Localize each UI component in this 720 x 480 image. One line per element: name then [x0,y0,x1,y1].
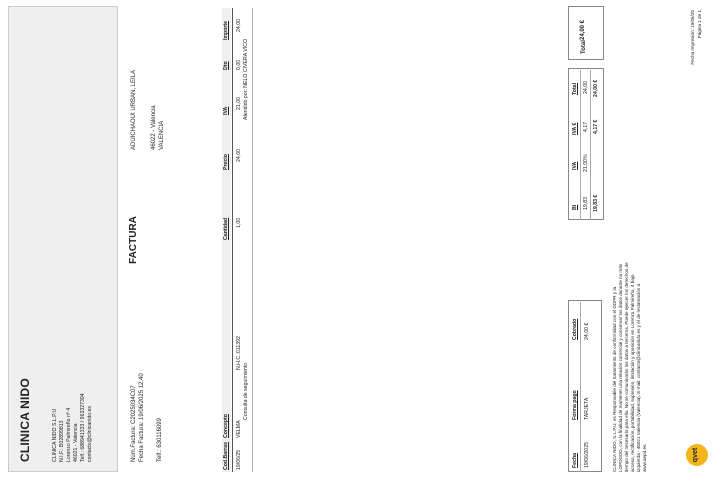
clinic-details [52,262,94,462]
col-vat: IVA [223,106,229,115]
item-concept: VELMA [236,420,242,438]
item-qty: 1,00 [236,217,242,228]
legal-text [612,112,648,472]
pay-col-method: Forma pago [572,390,578,420]
pay-method: TARJETA [584,397,590,420]
col-barcode: Cod.Barras [223,442,229,470]
tax-base: 19,83 [583,197,589,210]
clinic-name: CLINICA NIDO [18,378,32,462]
attended-by: Atendido por: NELO CIVERA VICO [243,38,249,120]
payments-header-rule [580,302,581,472]
item-amount: 24,00 [236,19,242,32]
customer-block [130,10,166,150]
invoice-number: Núm.Factura: C2025034C07 [131,385,137,462]
tax-vat-amount: 4,17 [583,121,589,132]
qvet-logo [686,444,708,466]
legal-line: acceso, rectificación, portabilidad, supresión, limitación y oposición en Lorenzo Palmireño, 4 bajo [630,274,635,472]
items-bottom-rule [252,8,253,472]
tax-col-vat: IVA [572,161,578,170]
page-number: Página 1 de 1 [697,10,702,39]
customer-name: ADUICHAOUI URBAN, LEILA [131,69,137,150]
item-vat: 21,00 [236,97,242,110]
pay-paid: 24,00 € [584,322,590,340]
tax-sum-rule [590,70,591,220]
legal-line: tiempo del necesario para ello. No se comunicarán los datos a terceros. Puede ejercer los derechos de [624,262,629,472]
tax-base-total: 19,83 € [593,194,599,212]
pay-col-paid: Cobrado [572,318,578,340]
tax-col-base: BI [572,204,578,210]
print-date: Fecha Impresión: 19/06/25 [690,10,695,65]
invoice-title: FACTURA [128,216,139,264]
clinic-line: Telf.: 688941333 / 963327394 [80,393,86,462]
qvet-logo-text: qvet [692,447,699,463]
tax-col-total: Total [572,82,578,95]
clinic-line: 46021 - Valencia [73,423,79,462]
item-barcode: 19/06/25 [236,449,242,470]
col-concept: Concepto [223,414,229,438]
pay-col-date: Fecha [572,453,578,468]
customer-phone: Telf.: 630116099 [157,418,163,462]
tax-vat: 21,00% [583,154,589,172]
legal-line: izquierda - 46021 Valencia (Valencia). E-mail: contacto@clinicanido.es y el de reclamación a [636,283,641,472]
item-ref: N.H.C.:011392 [236,336,242,370]
tax-header-rule [580,70,581,220]
items-table-header [222,8,231,472]
tax-grand-total: 24,00 € [593,79,599,97]
legal-line: CLINICA NIDO, S.L.P.U. es Responsable del tratamiento de conformidad con el GDPR y la [612,286,617,472]
tax-total: 24,00 [583,81,589,94]
clinic-line: contacto@clinicanido.es [87,405,93,462]
tax-vat-amount-total: 4,17 € [593,119,599,134]
col-qty: Cantidad [223,217,229,240]
clinic-line: Lorenzo Palmireño nº 4 [66,407,72,462]
grand-total-value: 24,00 € [580,19,586,40]
pay-date: 19/06/2025 [584,442,590,468]
col-discount: Dto [223,61,229,70]
customer-address-line: VALENCIA [159,120,165,150]
grand-total-label: Total [581,40,587,54]
legal-line: www.aepd.es. [642,443,647,472]
legal-line: LOPDGDD, con la finalidad de mantener una relación comercial y conservar los datos durante no más [618,263,623,472]
invoice-date: Fecha Factura: 19/06/2025 12:40 [139,373,145,462]
col-price: Precio [223,154,229,170]
clinic-line: N.I.F.: B02899813 [59,420,65,462]
col-amount: Importe [223,20,229,40]
item-detail: Consulta de seguimiento [243,362,249,420]
customer-address-line: 46022 - Valencia [151,105,157,150]
clinic-line: CLINICA NIDO S.L.P.U [52,408,58,462]
tax-col-vat-amount: IVA € [572,122,578,135]
item-price: 24,00 [236,149,242,162]
items-header-rule [232,8,233,472]
item-discount: 0,00 [236,59,242,70]
